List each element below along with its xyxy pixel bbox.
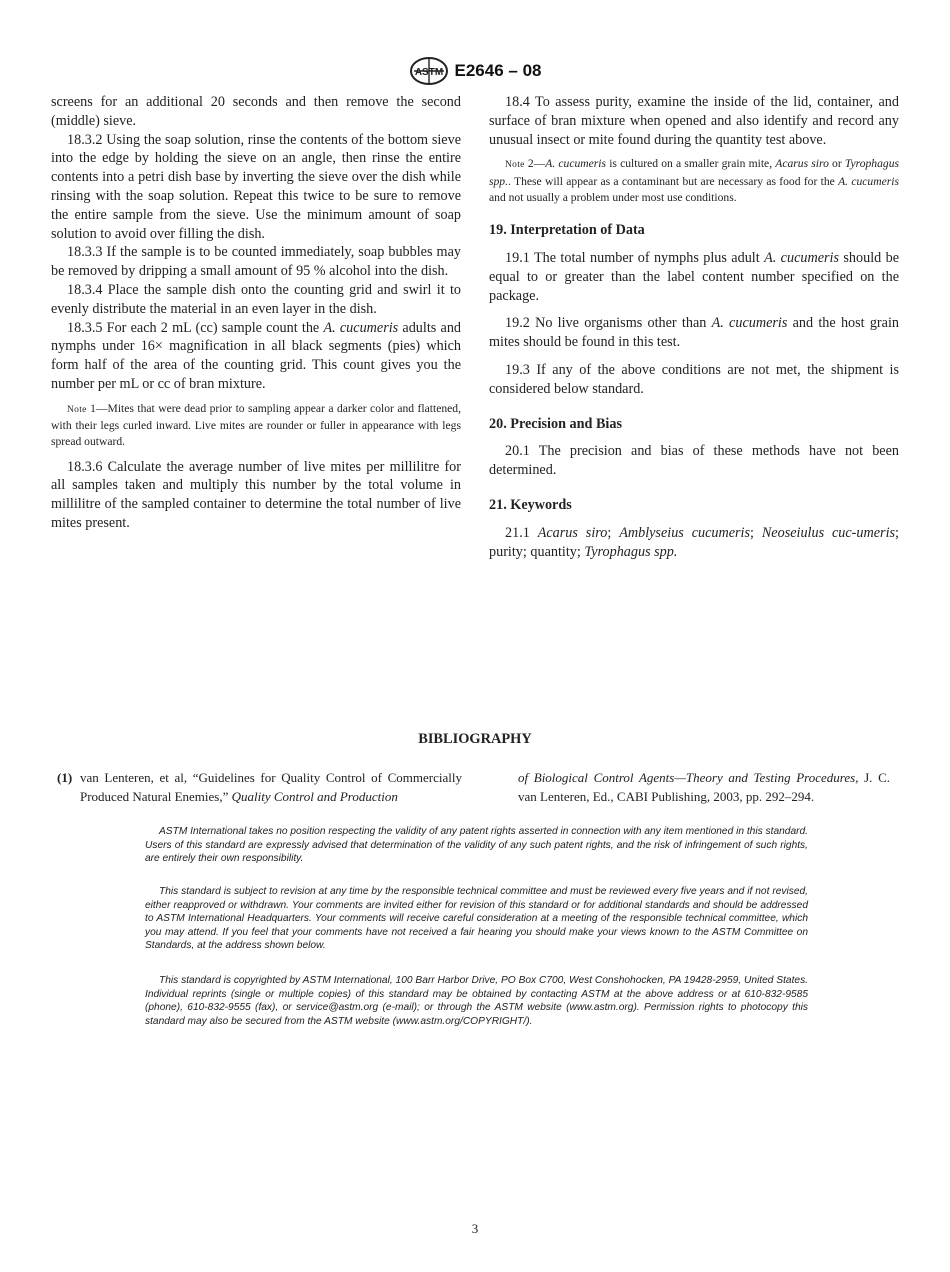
paragraph-18-3-2: 18.3.2 Using the soap solution, rinse the contents of the bottom sieve into the edge by holding the sieve on an angle, then rinse the entire contents into a petri dish base by inverting the sieve over the dish while rinsing with the soap solution. Repeat this twice to be sure to remove the entire sample from the sieve. Use the minimum amount of soap solution to avoid over filling the dish. bbox=[51, 131, 461, 242]
page-header bbox=[0, 56, 950, 86]
paragraph-19-3: 19.3 If any of the above conditions are not met, the shipment is considered below standard. bbox=[489, 361, 899, 397]
right-column bbox=[489, 93, 899, 570]
reference-text-part-2: of Biological Control Agents—Theory and Testing Procedures, J. C. van Lenteren, Ed., CABI Publishing, 2003, pp. 292–294. bbox=[518, 770, 890, 804]
reference-number: (1) bbox=[57, 770, 73, 785]
note-2: Note 2—A. cucumeris is cultured on a smaller grain mite, Acarus siro or Tyrophagus spp.. These will appear as a contaminant but are necessary as food for the A. cucumeris and not usually a problem under most use conditions. bbox=[489, 157, 899, 204]
astm-logo-icon bbox=[409, 56, 449, 86]
page-number: 3 bbox=[471, 1221, 479, 1236]
section-19-heading: 19. Interpretation of Data bbox=[489, 222, 645, 239]
paragraph-20-1: 20.1 The precision and bias of these methods have not been determined. bbox=[489, 443, 899, 479]
paragraph-19-2: 19.2 No live organisms other than A. cucumeris and the host grain mites should be found in this test. bbox=[489, 315, 899, 351]
paragraph-19-1: 19.1 The total number of nymphs plus adult A. cucumeris should be equal to or greater than the label content number specified on the package. bbox=[489, 249, 900, 304]
paragraph-18-3-5: 18.3.5 For each 2 mL (cc) sample count the A. cucumeris adults and nymphs under 16× magnification in all black segments (pies) which form half of the area of the counting grid. This count gives you the number per mL or cc of bran mixture. bbox=[51, 319, 462, 392]
left-column bbox=[51, 93, 461, 533]
revision-notice: This standard is subject to revision at any time by the responsible technical committee and must be reviewed every five years and if not revised, either reapproved or withdrawn. Your comments are invited either for revision of this standard or for additional standards and should be addressed to ASTM International Headquarters. Your comments will receive careful consideration at a meeting of the responsible technical committee, which you may attend. If you feel that your comments have not received a fair hearing you should make your views known to the ASTM Committee on Standards, at the address shown below. bbox=[145, 886, 808, 951]
reference-text-part-1: van Lenteren, et al, “Guidelines for Quality Control of Commercially Produced Natural Enemies,” Quality Control and Production bbox=[80, 770, 462, 804]
copyright-notice: This standard is copyrighted by ASTM International, 100 Barr Harbor Drive, PO Box C700, West Conshohocken, PA 19428-2959, United States. Individual reprints (single or multiple copies) of this standard may be obtained by contacting ASTM at the above address or at 610-832-9585 (phone), 610-832-9555 (fax), or service@astm.org (e-mail); or through the ASTM website (www.astm.org). Permission rights to photocopy this standard may also be secured from the ASTM website (www.astm.org/COPYRIGHT/). bbox=[145, 975, 808, 1027]
paragraph-18-3-3: 18.3.3 If the sample is to be counted immediately, soap bubbles may be removed by dripping a small amount of 95 % alcohol into the dish. bbox=[51, 244, 461, 280]
note-1: Note 1—Mites that were dead prior to sampling appear a darker color and flattened, with their legs curled inward. Live mites are rounder or fuller in appearance with legs spread outward. bbox=[51, 401, 461, 448]
section-20-heading: 20. Precision and Bias bbox=[489, 415, 622, 432]
paragraph-18-3-6: 18.3.6 Calculate the average number of live mites per millilitre for all samples taken and multiply this number by the total volume in millilitre of the sampled container to determine the total number of live mites present. bbox=[51, 458, 461, 531]
section-21-heading: 21. Keywords bbox=[489, 496, 572, 513]
bibliography-title: BIBLIOGRAPHY bbox=[418, 731, 532, 747]
astm-logo-text: ASTM bbox=[414, 67, 443, 78]
paragraph-18-4: 18.4 To assess purity, examine the inside of the lid, container, and surface of bran mixture when opened and also identify and record any unusual insect or mite found during the quantity test above. bbox=[489, 94, 899, 148]
paragraph-18-3-4: 18.3.4 Place the sample dish onto the counting grid and swirl it to evenly distribute the material in an even layer in the dish. bbox=[51, 281, 461, 317]
paragraph-continued: screens for an additional 20 seconds and then remove the second (middle) sieve. bbox=[51, 94, 461, 129]
paragraph-21-1-keywords: 21.1 Acarus siro; Amblyseius cucumeris; Neoseiulus cuc-umeris; purity; quantity; Tyrophagus spp. bbox=[489, 524, 899, 560]
patent-disclaimer: ASTM International takes no position respecting the validity of any patent rights asserted in connection with any item mentioned in this standard. Users of this standard are expressly advised that determination of the validity of any such patent rights, and the risk of infringement of such rights, are entirely their own responsibility. bbox=[145, 826, 808, 864]
standard-designation: E2646 – 08 bbox=[454, 61, 542, 80]
